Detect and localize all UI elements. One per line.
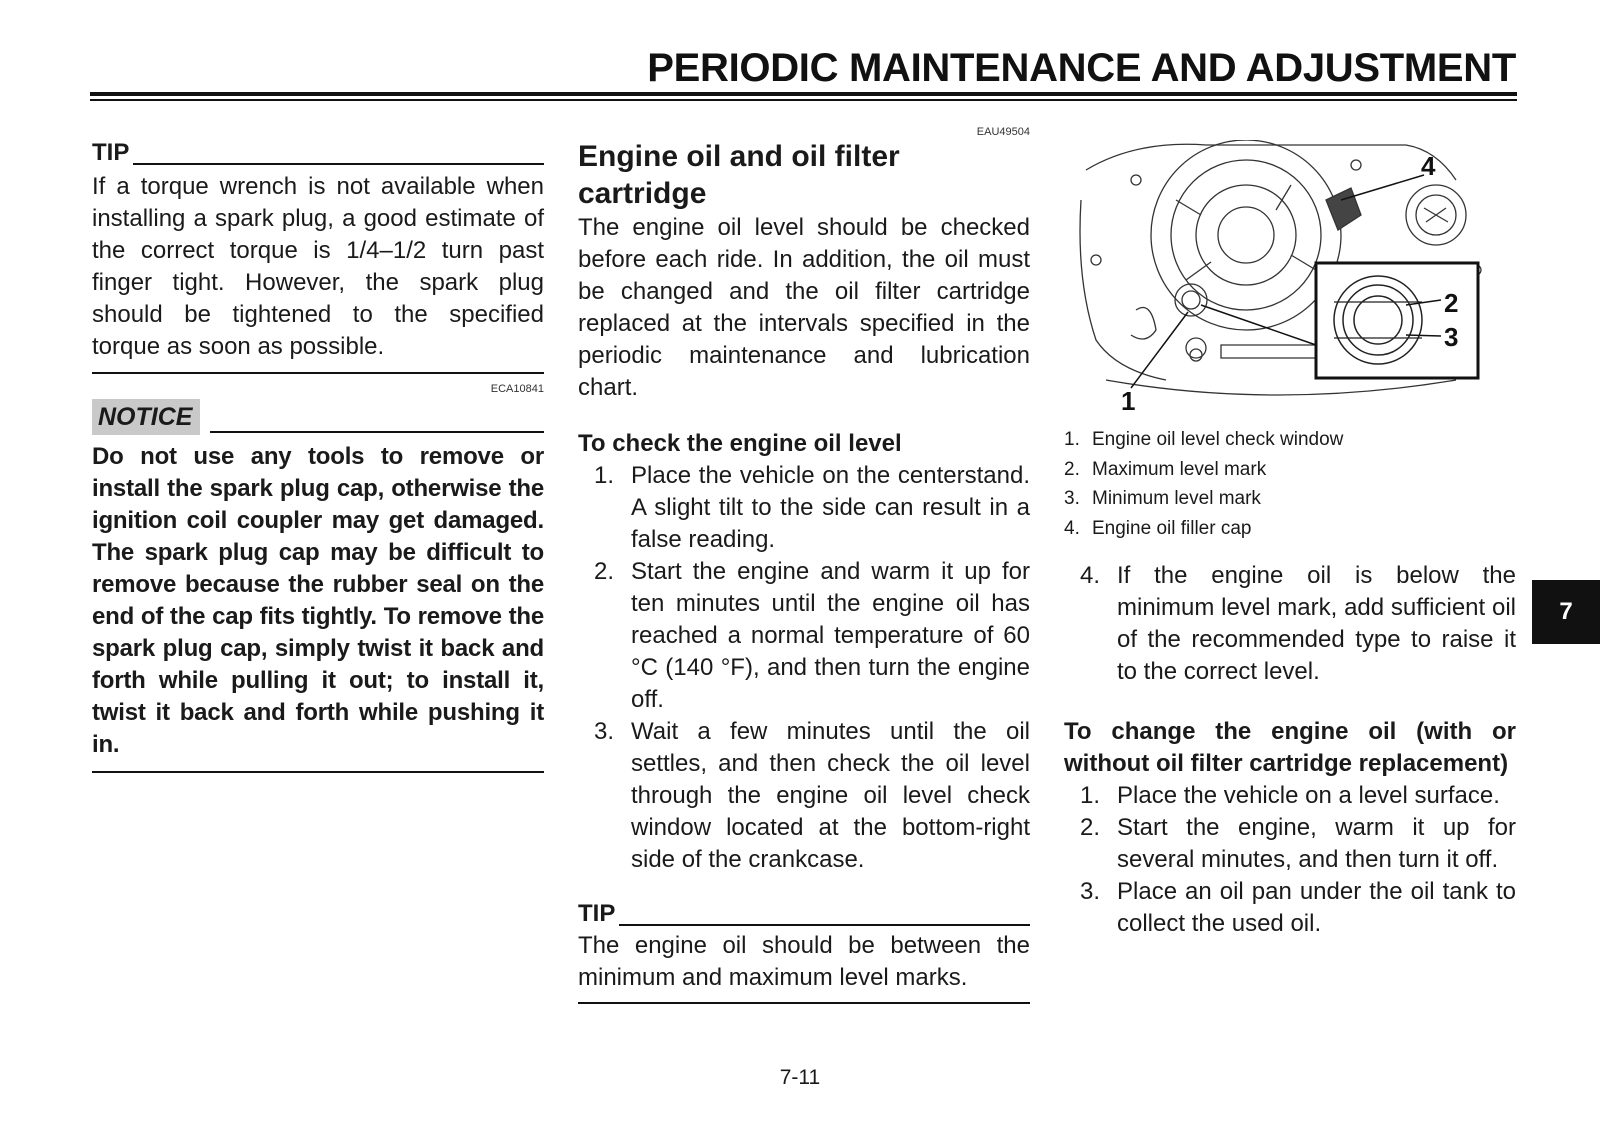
notice-bottom-rule (92, 771, 544, 773)
callout-2: 2 (1444, 288, 1459, 318)
left-tip-label: TIP (92, 139, 130, 166)
header-rule-thick (90, 92, 1517, 96)
list-item: 2. Start the engine and warm it up for ten minutes until the engine oil has reached a normal temperature of 60 °C (140 °F), and then turn the engine off. (594, 558, 1030, 713)
notice-text: Do not use any tools to remove or install the spark plug cap, otherwise the ignition coil coupler may get damaged. The spark plug cap may be difficult to remove because the rubber seal on the end of the cap fits tightly. To remove the spark plug cap, simply twist it back and forth while pulling it out; to install it, twist it back and forth while pushing it in. (92, 443, 544, 758)
middle-tip-label: TIP (578, 900, 616, 927)
list-item: 1. Place the vehicle on the centerstand. A slight tilt to the side can result in a false reading. (594, 462, 1030, 553)
middle-column (578, 126, 1030, 1004)
header-rule-thin (90, 99, 1517, 101)
engine-illustration (1076, 140, 1516, 422)
middle-tip-text: The engine oil should be between the minimum and maximum level marks. (578, 932, 1030, 991)
clutch-cover-mid (1171, 160, 1321, 310)
chapter-tab: 7 (1532, 580, 1600, 644)
page-header-title: PERIODIC MAINTENANCE AND ADJUSTMENT (647, 46, 1516, 90)
notice-label: NOTICE (92, 399, 200, 435)
bolt-c (1351, 160, 1361, 170)
check-oil-steps-continued (1064, 560, 1516, 688)
check-window-outer (1175, 284, 1207, 316)
legend-item: 1. Engine oil level check window (1064, 429, 1344, 450)
left-tip-text: If a torque wrench is not available when installing a spark plug, a good estimate of the correct torque is 1/4–1/2 turn past finger tight. However, the spark plug should be tightened to the specified torque as soon as possible. (92, 173, 544, 360)
filler-cap-grip (1424, 208, 1448, 222)
middle-tip-bottom-rule (578, 1002, 1030, 1004)
check-oil-steps (578, 460, 1030, 876)
notice-rule (210, 431, 544, 433)
engine-figure (1076, 140, 1516, 422)
list-item: 3. Place an oil pan under the oil tank to collect the used oil. (1080, 878, 1516, 937)
section-title: Engine oil and oil filter cartridge (578, 140, 900, 210)
bolt-e (1190, 349, 1202, 361)
list-item: 1. Place the vehicle on a level surface. (1080, 782, 1500, 809)
clutch-cover-inner (1196, 185, 1296, 285)
hose-clip (1131, 308, 1156, 340)
bolt-b (1091, 255, 1101, 265)
change-oil-heading: To change the engine oil (with or without oil filter cartridge replacement) (1064, 718, 1516, 777)
crankcase-outline-left (1080, 200, 1166, 380)
callout-1: 1 (1121, 386, 1136, 416)
right-text-column (1064, 560, 1516, 940)
callout-4: 4 (1421, 151, 1436, 181)
left-tip-block (92, 137, 544, 374)
check-oil-heading: To check the engine oil level (578, 430, 902, 457)
callout-3: 3 (1444, 322, 1459, 352)
section-code: EAU49504 (976, 126, 1030, 138)
check-window-inner (1182, 291, 1200, 309)
callout-4-line (1341, 175, 1424, 200)
notice-header (92, 399, 544, 435)
left-tip-rule (133, 163, 544, 165)
list-item: 2. Start the engine, warm it up for several minutes, and then turn it off. (1080, 814, 1516, 873)
left-tip-header (92, 137, 544, 167)
legend-item: 3. Minimum level mark (1064, 488, 1261, 509)
figure-legend (1064, 425, 1484, 543)
bolt-e-ring (1186, 338, 1206, 358)
oil-passage (1221, 345, 1321, 358)
legend-item: 4. Engine oil filler cap (1064, 517, 1252, 539)
section-intro: The engine oil level should be checked before each ride. In addition, the oil must be changed and the oil filter cartridge replaced at the intervals specified in the periodic maintenance and lubrication chart. (578, 214, 1030, 401)
inset-leader-line (1201, 305, 1316, 345)
left-tip-bottom-rule (92, 372, 544, 374)
clutch-ribs (1176, 185, 1316, 280)
crankcase-outline-bottom (1106, 380, 1456, 395)
clutch-cover-hub (1218, 207, 1274, 263)
notice-code: ECA10841 (490, 383, 544, 395)
list-item: 3. Wait a few minutes until the oil settles, and then check the oil level through the engine oil level check window located at the bottom-right side of the crankcase. (594, 718, 1030, 873)
change-oil-steps (1064, 780, 1516, 940)
notice-block (92, 383, 544, 773)
callout-1-line (1131, 312, 1188, 388)
callout-3-line (1406, 335, 1441, 336)
list-item: 4. If the engine oil is below the minimum level mark, add sufficient oil of the recommended type to raise it to the correct level. (1080, 562, 1516, 685)
crankcase-outline-top (1086, 144, 1456, 180)
legend-item: 2. Maximum level mark (1064, 458, 1267, 480)
middle-tip-rule (619, 924, 1030, 926)
page-number: 7-11 (779, 1066, 821, 1089)
middle-tip-header (578, 898, 1030, 928)
bolt-a (1131, 175, 1141, 185)
clutch-cover-outer (1151, 140, 1341, 330)
